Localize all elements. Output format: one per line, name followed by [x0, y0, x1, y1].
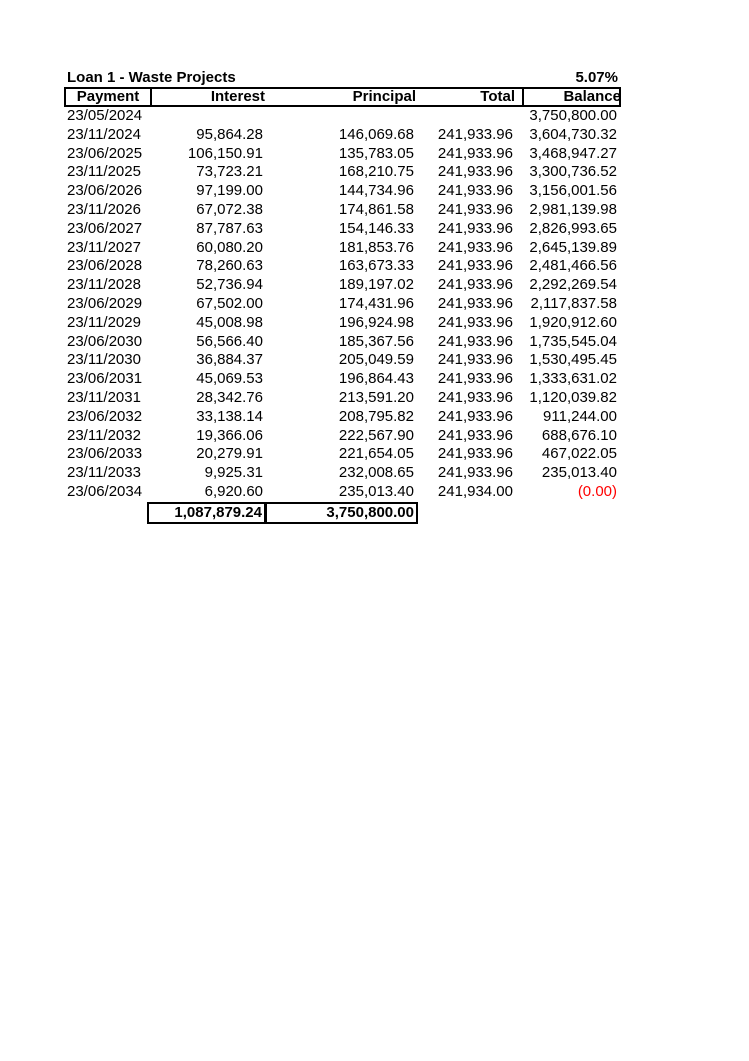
payment-date-cell: 23/06/2028	[67, 257, 143, 275]
payment-date-cell: 23/11/2027	[67, 238, 141, 256]
principal-cell: 163,673.33	[338, 257, 414, 275]
balance-cell: (0.00)	[577, 482, 617, 500]
header-payment: Payment	[66, 89, 152, 105]
payment-date-cell: 23/06/2025	[67, 144, 143, 162]
payment-date-cell: 23/11/2029	[67, 313, 141, 331]
total-cell: 241,933.96	[437, 351, 513, 369]
principal-cell: 144,734.96	[338, 182, 414, 200]
table-row	[64, 370, 624, 389]
interest-rate: 5.07%	[575, 69, 618, 86]
table-row	[64, 389, 624, 408]
balance-cell: 2,117,837.58	[530, 294, 617, 312]
total-cell: 241,933.96	[437, 294, 513, 312]
payment-date-cell: 23/11/2024	[67, 125, 141, 143]
table-row	[64, 107, 624, 126]
balance-cell: 2,826,993.65	[529, 219, 617, 237]
payment-date-cell: 23/06/2026	[67, 182, 143, 200]
balance-cell: 2,645,139.89	[529, 238, 617, 256]
header-total: Total	[480, 88, 515, 105]
payment-date-cell: 23/06/2030	[67, 332, 143, 350]
interest-cell: 78,260.63	[196, 257, 263, 275]
table-row	[64, 239, 624, 258]
principal-cell: 146,069.68	[338, 125, 414, 143]
payment-date-cell: 23/05/2024	[67, 107, 143, 124]
total-cell: 241,933.96	[437, 125, 513, 143]
balance-cell: 3,468,947.27	[529, 144, 617, 162]
balance-cell: 911,244.00	[543, 407, 617, 425]
interest-cell: 73,723.21	[196, 163, 263, 181]
loan-schedule-sheet	[64, 69, 624, 524]
balance-cell: 688,676.10	[541, 426, 617, 444]
loan-title: Loan 1 - Waste Projects	[67, 69, 236, 86]
interest-cell: 56,566.40	[196, 332, 263, 350]
principal-cell: 208,795.82	[338, 407, 414, 425]
header-balance: Balance	[522, 89, 621, 105]
total-cell: 241,933.96	[437, 464, 513, 482]
table-row	[64, 182, 624, 201]
principal-cell: 185,367.56	[338, 332, 414, 350]
payment-date-cell: 23/11/2030	[67, 351, 141, 369]
table-row	[64, 257, 624, 276]
interest-cell: 87,787.63	[196, 219, 263, 237]
payment-date-cell: 23/06/2033	[67, 445, 143, 463]
principal-cell: 135,783.05	[338, 144, 414, 162]
balance-cell: 1,333,631.02	[529, 370, 617, 388]
total-principal: 3,750,800.00	[265, 502, 418, 524]
interest-cell: 9,925.31	[204, 464, 263, 482]
principal-cell: 174,861.58	[338, 200, 414, 218]
principal-cell: 196,924.98	[338, 313, 414, 331]
payment-date-cell: 23/11/2025	[67, 163, 141, 181]
principal-cell: 174,431.96	[338, 294, 414, 312]
principal-cell: 196,864.43	[338, 370, 414, 388]
interest-cell: 45,008.98	[196, 313, 263, 331]
balance-cell: 1,530,495.45	[529, 351, 617, 369]
principal-cell: 168,210.75	[338, 163, 414, 181]
principal-cell: 235,013.40	[338, 482, 414, 500]
total-cell: 241,933.96	[437, 445, 513, 463]
balance-cell: 1,920,912.60	[529, 313, 617, 331]
payment-date-cell: 23/06/2031	[67, 370, 143, 388]
table-row	[64, 483, 624, 502]
payment-date-cell: 23/06/2029	[67, 294, 143, 312]
table-row	[64, 333, 624, 352]
balance-cell: 235,013.40	[541, 464, 617, 482]
balance-cell: 467,022.05	[541, 445, 617, 463]
table-row	[64, 445, 624, 464]
balance-cell: 3,300,736.52	[529, 163, 617, 181]
interest-cell: 95,864.28	[196, 125, 263, 143]
total-cell: 241,934.00	[437, 482, 513, 500]
total-cell: 241,933.96	[437, 407, 513, 425]
table-row	[64, 201, 624, 220]
principal-cell: 222,567.90	[338, 426, 414, 444]
payment-date-cell: 23/11/2033	[67, 464, 141, 482]
total-cell: 241,933.96	[437, 276, 513, 294]
balance-cell: 1,735,545.04	[529, 332, 617, 350]
total-cell: 241,933.96	[437, 388, 513, 406]
interest-cell: 19,366.06	[196, 426, 263, 444]
total-cell: 241,933.96	[437, 219, 513, 237]
total-cell: 241,933.96	[437, 332, 513, 350]
table-row	[64, 295, 624, 314]
table-row	[64, 351, 624, 370]
balance-cell: 2,981,139.98	[529, 200, 617, 218]
table-row	[64, 220, 624, 239]
interest-cell: 20,279.91	[196, 445, 263, 463]
balance-cell: 1,120,039.82	[529, 388, 617, 406]
total-cell: 241,933.96	[437, 144, 513, 162]
payment-date-cell: 23/06/2027	[67, 219, 143, 237]
balance-cell: 3,750,800.00	[529, 107, 617, 124]
table-row	[64, 126, 624, 145]
total-cell: 241,933.96	[437, 257, 513, 275]
total-interest: 1,087,879.24	[147, 502, 266, 524]
interest-cell: 6,920.60	[204, 482, 263, 500]
payment-date-cell: 23/11/2026	[67, 200, 141, 218]
interest-cell: 106,150.91	[187, 144, 263, 162]
total-cell: 241,933.96	[437, 370, 513, 388]
table-row	[64, 427, 624, 446]
payment-date-cell: 23/06/2034	[67, 482, 143, 500]
principal-cell: 232,008.65	[338, 464, 414, 482]
payment-date-cell: 23/06/2032	[67, 407, 143, 425]
interest-cell: 45,069.53	[196, 370, 263, 388]
payment-date-cell: 23/11/2028	[67, 276, 141, 294]
total-cell: 241,933.96	[437, 426, 513, 444]
payment-date-cell: 23/11/2031	[67, 388, 141, 406]
totals-row	[64, 502, 624, 524]
interest-cell: 60,080.20	[196, 238, 263, 256]
total-cell: 241,933.96	[437, 313, 513, 331]
table-row	[64, 464, 624, 483]
table-row	[64, 408, 624, 427]
table-row	[64, 145, 624, 164]
interest-cell: 67,072.38	[196, 200, 263, 218]
payment-date-cell: 23/11/2032	[67, 426, 141, 444]
principal-cell: 221,654.05	[338, 445, 414, 463]
interest-cell: 97,199.00	[196, 182, 263, 200]
principal-cell: 181,853.76	[338, 238, 414, 256]
interest-cell: 36,884.37	[196, 351, 263, 369]
table-row	[64, 163, 624, 182]
interest-cell: 28,342.76	[196, 388, 263, 406]
header-principal: Principal	[352, 88, 416, 105]
principal-cell: 205,049.59	[338, 351, 414, 369]
schedule-rows	[64, 107, 624, 502]
total-cell: 241,933.96	[437, 238, 513, 256]
balance-cell: 2,481,466.56	[529, 257, 617, 275]
table-row	[64, 276, 624, 295]
interest-cell: 67,502.00	[196, 294, 263, 312]
balance-cell: 3,604,730.32	[529, 125, 617, 143]
principal-cell: 213,591.20	[338, 388, 414, 406]
table-row	[64, 314, 624, 333]
table-header	[64, 87, 621, 107]
total-cell: 241,933.96	[437, 200, 513, 218]
title-row	[64, 69, 624, 87]
balance-cell: 3,156,001.56	[529, 182, 617, 200]
interest-cell: 33,138.14	[196, 407, 263, 425]
principal-cell: 154,146.33	[338, 219, 414, 237]
total-cell: 241,933.96	[437, 163, 513, 181]
header-interest: Interest	[210, 88, 265, 105]
balance-cell: 2,292,269.54	[529, 276, 617, 294]
total-cell: 241,933.96	[437, 182, 513, 200]
interest-cell: 52,736.94	[196, 276, 263, 294]
principal-cell: 189,197.02	[338, 276, 414, 294]
